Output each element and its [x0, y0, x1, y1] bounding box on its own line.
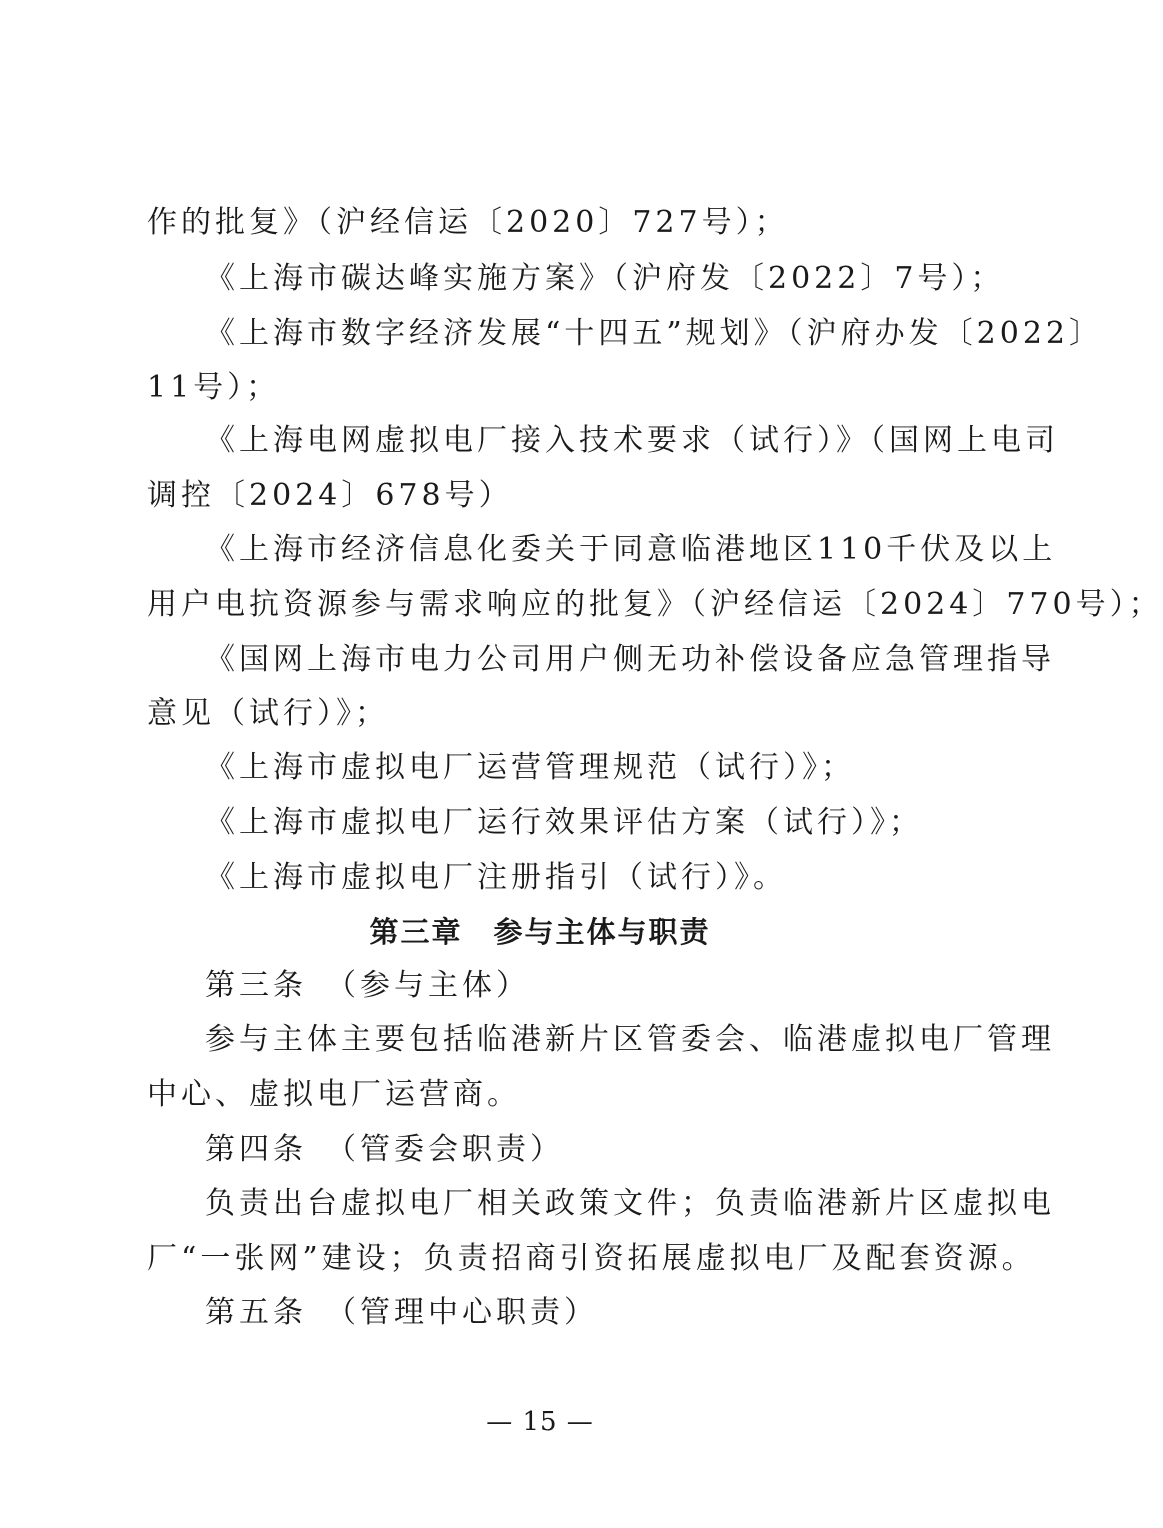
reference-line: 作的批复》（沪经信运〔2020〕727号）； [147, 205, 789, 240]
reference-line: 意见（试行）》； [147, 696, 389, 731]
article-heading: 第五条 （管理中心职责） [205, 1295, 598, 1330]
reference-line: 《上海电网虚拟电厂接入技术要求（试行）》（国网上电司 [205, 423, 1059, 458]
reference-line: 《国网上海市电力公司用户侧无功补偿设备应急管理指导 [205, 642, 1055, 677]
reference-line: 《上海市虚拟电厂注册指引（试行）》。 [205, 860, 787, 895]
chapter-title: 第三章 参与主体与职责 [369, 915, 711, 949]
article-heading: 第四条 （管委会职责） [205, 1132, 564, 1167]
article-body-line: 中心、虚拟电厂运营商。 [147, 1077, 521, 1112]
article-body-line: 厂“一张网”建设；负责招商引资拓展虚拟电厂及配套资源。 [147, 1241, 1036, 1276]
reference-line: 《上海市虚拟电厂运营管理规范（试行）》； [205, 750, 855, 785]
article-body-line: 参与主体主要包括临港新片区管委会、临港虚拟电厂管理 [205, 1022, 1055, 1057]
reference-line: 《上海市数字经济发展“十四五”规划》（沪府办发〔2022〕 [205, 316, 1104, 351]
reference-line: 《上海市经济信息化委关于同意临港地区110千伏及以上 [205, 532, 1057, 567]
page-number: — 15 — [486, 1407, 594, 1437]
reference-line: 用户电抗资源参与需求响应的批复》（沪经信运〔2024〕770号）； [147, 587, 1163, 622]
reference-line: 11号）； [147, 370, 281, 405]
reference-line: 《上海市虚拟电厂运行效果评估方案（试行）》； [205, 805, 923, 840]
article-body-line: 负责出台虚拟电厂相关政策文件；负责临港新片区虚拟电 [205, 1186, 1055, 1221]
article-heading: 第三条 （参与主体） [205, 968, 530, 1003]
reference-line: 《上海市碳达峰实施方案》（沪府发〔2022〕7号）； [205, 261, 1005, 296]
reference-line: 调控〔2024〕678号） [147, 478, 513, 513]
